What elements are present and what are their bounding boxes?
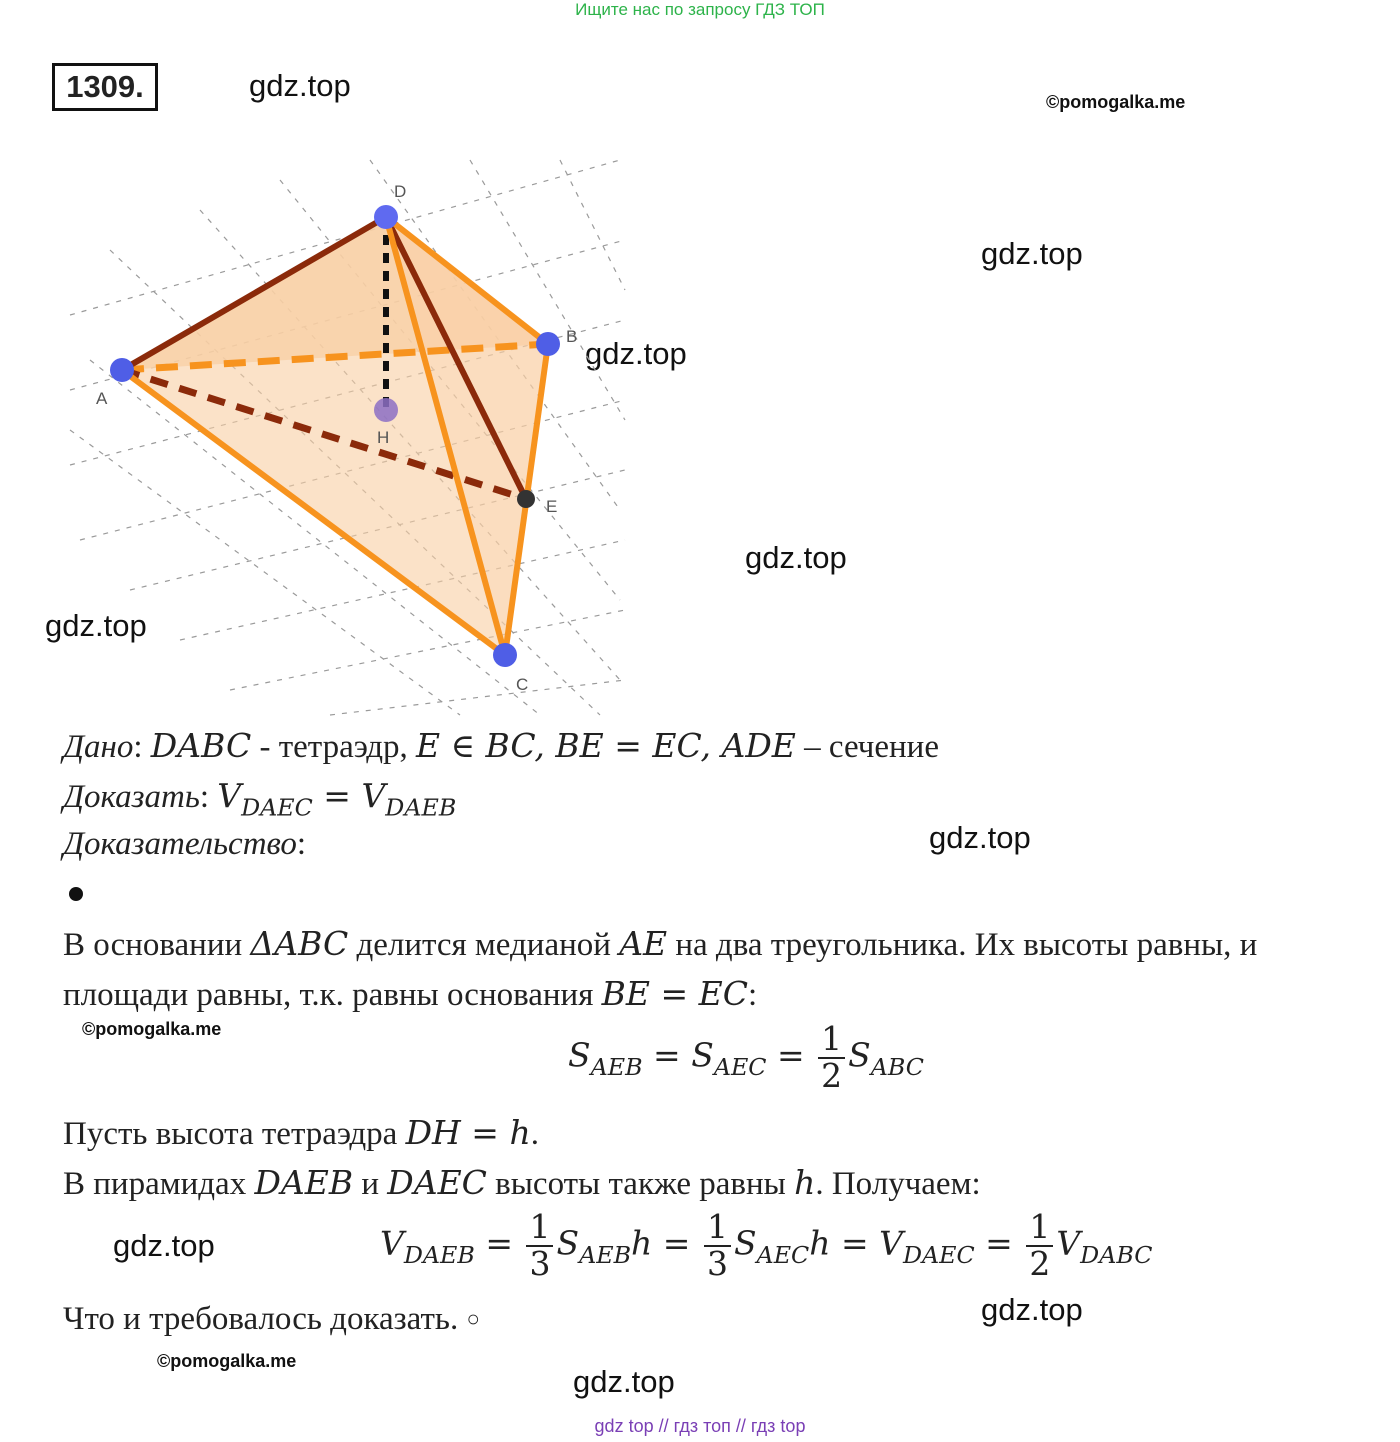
- label-e: E: [546, 497, 558, 516]
- prove-eq: =: [312, 776, 362, 815]
- f2-num1: 1: [526, 1210, 553, 1247]
- f1-fraction: [818, 1019, 845, 1095]
- watermark-gdz: gdz.top: [981, 236, 1083, 271]
- f2-den1: 3: [529, 1243, 551, 1283]
- prove-rhs-sub: DAEB: [385, 793, 457, 822]
- f2-h1: h: [631, 1223, 653, 1263]
- given-object: DABC: [150, 726, 252, 765]
- para2-text-b: .: [530, 1116, 539, 1152]
- label-c: C: [516, 675, 529, 694]
- para3-text-a: В пирамидах: [63, 1166, 255, 1202]
- proof-heading: Доказательство:: [63, 826, 307, 862]
- label-b: B: [566, 327, 578, 346]
- para1-line1: [63, 924, 1257, 964]
- prove-lhs: V: [217, 776, 242, 815]
- conclusion-text: Что и требовалось доказать.: [63, 1301, 459, 1337]
- f2-v2-sub: DAEC: [902, 1240, 975, 1269]
- para3-pyramid2: DAEC: [387, 1163, 487, 1202]
- para1-median: AE: [619, 924, 668, 963]
- prove-line: Доказать: $V_{DAEC} = V_{DAEB}$: [63, 776, 457, 822]
- para1-line2: [63, 974, 757, 1014]
- para1-text-c: на два треугольника. Их высоты равны, и: [667, 927, 1258, 963]
- f1-s1-sub: AEB: [590, 1052, 643, 1081]
- problem-number: 1309.: [52, 63, 158, 111]
- label-a: A: [96, 389, 108, 408]
- given-condition: E ∈ BC, BE = EC, ADE: [415, 726, 796, 765]
- conclusion: [63, 1301, 480, 1338]
- f1-s1: S: [568, 1035, 591, 1075]
- point-e: [517, 490, 535, 508]
- f1-denominator: 2: [821, 1055, 843, 1095]
- f2-s1: S: [556, 1223, 580, 1263]
- prove-label: Доказать: [63, 779, 200, 815]
- para3-text-d: . Получаем:: [815, 1166, 981, 1202]
- f2-fraction2: [704, 1207, 731, 1283]
- f1-numerator: 1: [818, 1022, 845, 1059]
- watermark-gdz: gdz.top: [573, 1364, 675, 1399]
- f1-eq1: =: [642, 1035, 692, 1075]
- para1-text-a: В основании: [63, 927, 251, 963]
- watermark-gdz: gdz.top: [745, 540, 847, 575]
- formula-volumes: [380, 1207, 1153, 1283]
- vertex-d: [374, 205, 398, 229]
- f2-eq: =: [474, 1223, 524, 1263]
- f2-v3-sub: DABC: [1080, 1240, 1153, 1269]
- watermark-gdz: gdz.top: [981, 1292, 1083, 1327]
- para1-text-b: делится медианой: [348, 927, 620, 963]
- bullet-point: [69, 887, 83, 901]
- para2: [63, 1113, 539, 1153]
- given-text2: – сечение: [795, 729, 939, 765]
- para1-text-e: :: [747, 977, 758, 1013]
- para1-triangle: ΔABC: [250, 924, 349, 963]
- f2-den2: 3: [706, 1243, 728, 1283]
- f2-h2: h: [809, 1223, 831, 1263]
- f2-fraction3: [1026, 1207, 1053, 1283]
- para2-text-a: Пусть высота тетраэдра: [63, 1116, 406, 1152]
- f1-s3-sub: ABC: [870, 1052, 924, 1081]
- point-h: [374, 398, 398, 422]
- top-banner[interactable]: Ищите нас по запросу ГДЗ ТОП: [575, 0, 825, 19]
- vertex-a: [110, 358, 134, 382]
- f1-s2-sub: AEC: [713, 1052, 767, 1081]
- tetrahedron-figure: [0, 0, 700, 720]
- formula-areas: [568, 1019, 924, 1095]
- given-text1: - тетраэдр,: [251, 729, 416, 765]
- f2-s2: S: [733, 1223, 757, 1263]
- para3-pyramid1: DAEB: [254, 1163, 354, 1202]
- f2-eq: =: [974, 1223, 1024, 1263]
- watermark-gdz: gdz.top: [249, 68, 351, 103]
- f2-num2: 1: [704, 1210, 731, 1247]
- watermark-gdz: gdz.top: [113, 1228, 215, 1263]
- prove-lhs-sub: DAEC: [241, 793, 313, 822]
- f2-eq: =: [830, 1223, 880, 1263]
- f1-s3: S: [848, 1035, 871, 1075]
- vertex-b: [536, 332, 560, 356]
- f2-v2: V: [879, 1223, 903, 1263]
- f2-v3: V: [1056, 1223, 1081, 1263]
- given-line: Дано: DABC - тетраэдр, E ∈ BC, BE = EC, ADE – сечение: [63, 726, 939, 765]
- watermark-gdz: gdz.top: [585, 336, 687, 371]
- para1-text-d: площади равны, т.к. равны основания: [63, 977, 602, 1013]
- para1-equation: BE = EC: [601, 974, 748, 1013]
- watermark-pomogalka: ©pomogalka.me: [157, 1351, 297, 1371]
- f2-v1: V: [380, 1223, 404, 1263]
- watermark-pomogalka: ©pomogalka.me: [82, 1019, 222, 1039]
- para2-equation: DH = h: [405, 1113, 531, 1152]
- f2-s2-sub: AEC: [756, 1240, 810, 1269]
- vertex-c: [493, 643, 517, 667]
- f2-den3: 2: [1029, 1243, 1051, 1283]
- label-d: D: [394, 182, 407, 201]
- prove-rhs: V: [361, 776, 386, 815]
- para3-h: h: [794, 1163, 816, 1202]
- proof-label: Доказательство: [63, 826, 297, 862]
- para3-text-c: высоты также равны: [486, 1166, 795, 1202]
- label-h: H: [377, 428, 390, 447]
- watermark-pomogalka: ©pomogalka.me: [1046, 92, 1186, 112]
- watermark-gdz: gdz.top: [45, 608, 147, 643]
- f2-num3: 1: [1026, 1210, 1053, 1247]
- para3: [63, 1163, 981, 1203]
- f2-eq: =: [652, 1223, 701, 1263]
- given-label: Дано: [63, 729, 134, 765]
- f2-s1-sub: AEB: [579, 1240, 632, 1269]
- f1-eq2: =: [766, 1035, 816, 1075]
- footer-links[interactable]: gdz top // гдз топ // гдз top: [594, 1416, 806, 1436]
- f1-s2: S: [691, 1035, 714, 1075]
- watermark-gdz: gdz.top: [929, 820, 1031, 855]
- f2-v1-sub: DAEB: [403, 1240, 475, 1269]
- f2-fraction1: [526, 1207, 553, 1283]
- qed-mark: ○: [466, 1306, 480, 1331]
- para3-text-b: и: [353, 1166, 388, 1202]
